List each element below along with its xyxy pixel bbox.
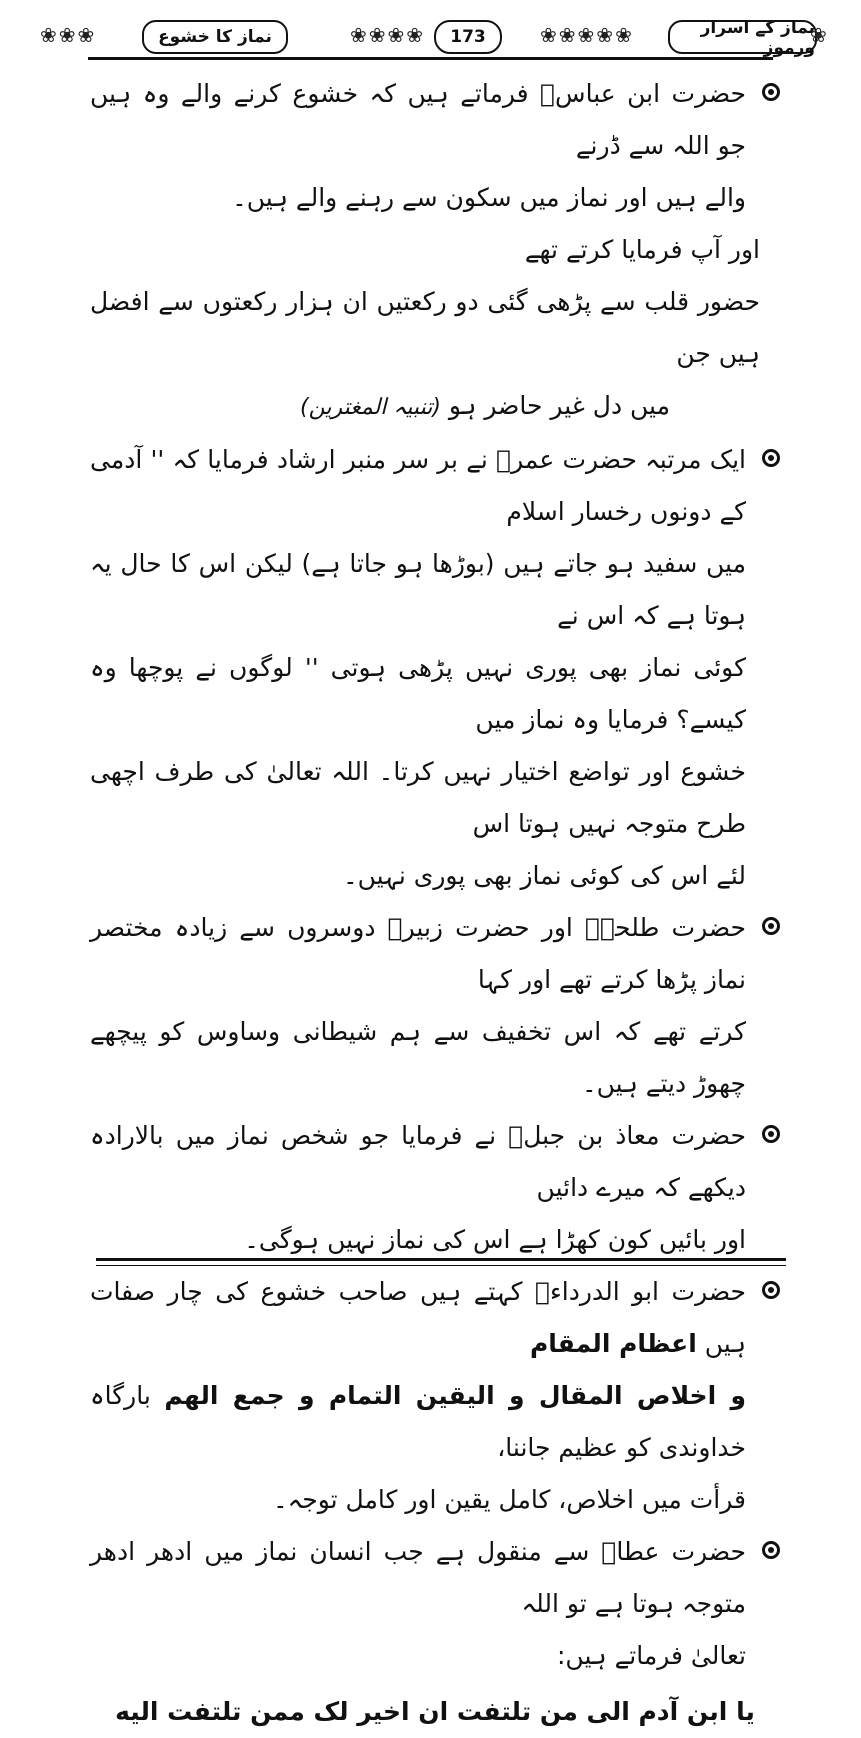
arabic-closing-quote: یا ابن آدم الی من تلتفت ان اخیر لک ممن تلتفت الیه	[115, 1697, 755, 1726]
bullet-icon	[762, 1541, 780, 1559]
header-rule	[88, 57, 773, 60]
flower-ornament-icon: ❀	[540, 23, 557, 47]
flower-ornament-icon: ❀	[406, 23, 424, 47]
flower-ornament-icon: ❀	[387, 23, 405, 47]
footer-rule-thin	[96, 1265, 786, 1266]
text-line: ایک مرتبہ حضرت عمرؓ نے بر سر منبر ارشاد فرمایا کہ '' آدمی کے دونوں رخسار اسلام	[90, 445, 746, 526]
text-segment: حضرت ابو الدرداءؓ کہتے ہیں صاحب خشوع کی چار صفات ہیں	[90, 1277, 746, 1358]
paragraph-talha-zubair	[90, 902, 780, 1110]
paragraph-umar	[90, 434, 780, 902]
page-number: 173	[434, 20, 502, 54]
flower-ornament-icon: ❀	[615, 23, 632, 47]
paragraph-ibn-abbas	[90, 68, 780, 224]
text-line: لئے اس کی کوئی نماز بھی پوری نہیں۔	[342, 861, 746, 890]
flower-ornament-icon: ❀	[577, 23, 595, 47]
flower-ornament-icon: ❀	[77, 23, 95, 47]
bullet-icon	[762, 449, 780, 467]
bullet-icon	[762, 83, 780, 101]
text-line: والے ہیں اور نماز میں سکون سے رہنے والے ہیں۔	[232, 183, 746, 212]
flower-ornament-icon: ❀	[368, 23, 386, 47]
text-line: قرأت میں اخلاص، کامل یقین اور کامل توجہ۔	[272, 1485, 746, 1514]
text-line: اور بائیں کون کھڑا ہے اس کی نماز نہیں ہوگی۔	[244, 1225, 746, 1254]
text-line: حضرت معاذ بن جبلؓ نے فرمایا جو شخص نماز میں بالارادہ دیکھے کہ میرے دائیں	[90, 1121, 746, 1202]
paragraph-abu-darda	[90, 1266, 780, 1526]
bullet-icon	[762, 1125, 780, 1143]
text-line: کوئی نماز بھی پوری نہیں پڑھی ہوتی '' لوگوں نے پوچھا وہ کیسے؟ فرمایا وہ نماز میں	[90, 653, 746, 734]
flower-ornament-icon: ❀	[558, 23, 576, 47]
text-line	[90, 1370, 746, 1474]
arabic-phrase: اعظام المقام	[529, 1329, 697, 1358]
quote-line: میں دل غیر حاضر ہو	[448, 391, 670, 420]
reference: (تنبیہ المغترین)	[300, 395, 441, 420]
text-line: خشوع اور تواضع اختیار نہیں کرتا۔ اللہ تعالیٰ کی طرف اچھی طرح متوجہ نہیں ہوتا اس	[90, 757, 746, 838]
footer-rule-thick	[96, 1258, 786, 1261]
bullet-icon	[762, 1281, 780, 1299]
book-title-label: نماز کے اسرار ورموز	[668, 20, 817, 54]
text-line: تعالیٰ فرماتے ہیں:	[557, 1641, 746, 1670]
flower-ornament-icon: ❀	[40, 23, 57, 47]
flower-ornament-icon: ❀	[810, 23, 827, 47]
ornament-border-right	[810, 22, 834, 48]
quote-line: حضور قلب سے پڑھی گئی دو رکعتیں ان ہزار رکعتوں سے افضل ہیں جن	[90, 287, 760, 368]
flower-ornament-icon: ❀	[350, 23, 367, 47]
flower-ornament-icon: ❀	[596, 23, 614, 47]
text-line: کرتے تھے کہ اس تخفیف سے ہم شیطانی وساوس کو پیچھے چھوڑ دیتے ہیں۔	[90, 1017, 746, 1098]
text-segment: بارگاہ خداوندی کو عظیم جاننا،	[90, 1381, 746, 1462]
flower-ornament-icon: ❀	[58, 23, 76, 47]
text-line: میں سفید ہو جاتے ہیں (بوڑھا ہو جاتا ہے) لیکن اس کا حال یہ ہوتا ہے کہ اس نے	[90, 549, 746, 630]
text-line: حضرت ابن عباسؓ فرماتے ہیں کہ خشوع کرنے والے وہ ہیں جو اللہ سے ڈرنے	[90, 79, 746, 160]
text-line	[90, 1266, 746, 1370]
arabic-phrase: و اخلاص المقال و الیقین التمام و جمع الھم	[164, 1381, 746, 1410]
bullet-icon	[762, 917, 780, 935]
paragraph-muadh	[90, 1110, 780, 1266]
text-line: حضرت طلحہؓ اور حضرت زبیرؓ دوسروں سے زیادہ مختصر نماز پڑھا کرتے تھے اور کہا	[90, 913, 746, 994]
text-line: حضرت عطاؒ سے منقول ہے جب انسان نماز میں ادھر ادھر متوجہ ہوتا ہے تو اللہ	[90, 1537, 746, 1618]
quote-intro: اور آپ فرمایا کرتے تھے	[524, 235, 760, 264]
page-body	[90, 68, 780, 1738]
page-header	[40, 14, 830, 58]
paragraph-ata	[90, 1526, 780, 1682]
chapter-label: نماز کا خشوع	[142, 20, 288, 54]
quote-line-with-ref	[90, 380, 780, 434]
